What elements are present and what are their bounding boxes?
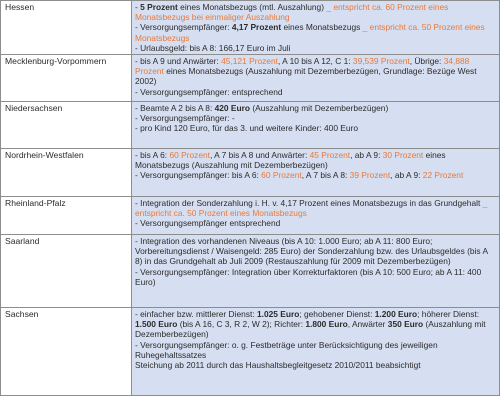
text-segment-highlight: _ entspricht ca. 50 Prozent eines Monatsbezugs bbox=[135, 198, 488, 219]
detail-line bbox=[135, 198, 496, 218]
state-name: Rheinland-Pfalz bbox=[5, 198, 66, 209]
text-segment-plain: , Übrige: bbox=[409, 56, 444, 67]
detail-line bbox=[135, 2, 496, 22]
detail-line bbox=[135, 267, 496, 287]
text-segment-bold: 420 Euro bbox=[214, 103, 250, 114]
detail-line bbox=[135, 309, 496, 340]
detail-line bbox=[135, 103, 496, 113]
text-segment-plain: eines Monatsbezugs (Auszahlung mit Dezemberbezügen) bbox=[135, 150, 446, 171]
text-segment-plain: , A 10 bis A 12, C 1: bbox=[277, 56, 353, 67]
table-row bbox=[1, 149, 500, 197]
text-segment-bold: 1.800 Euro bbox=[305, 319, 348, 330]
text-segment-plain: , Anwärter bbox=[347, 319, 388, 330]
state-name: Sachsen bbox=[5, 309, 39, 320]
text-segment-bold: 1.025 Euro bbox=[256, 309, 300, 320]
table-row bbox=[1, 55, 500, 102]
detail-line bbox=[135, 340, 496, 360]
text-segment-highlight: 30 Prozent bbox=[382, 150, 424, 161]
state-name-cell bbox=[1, 102, 132, 149]
text-segment-plain: - Versorgungsempfänger: - bbox=[135, 113, 235, 124]
state-name-cell bbox=[1, 1, 132, 55]
table-row bbox=[1, 1, 500, 55]
table-body bbox=[1, 1, 500, 396]
text-segment-plain: (Auszahlung mit Dezemberbezügen) bbox=[135, 319, 486, 340]
text-segment-bold: 1.200 Euro bbox=[374, 309, 418, 320]
detail-line bbox=[135, 22, 496, 42]
text-segment-plain: - bis A 9 und Anwärter: bbox=[135, 56, 222, 67]
text-segment-plain: eines Monatsbezugs bbox=[281, 22, 363, 33]
detail-cell bbox=[132, 149, 500, 197]
text-segment-plain: - Integration der Sonderzahlung i. H. v. 4,17 Prozent eines Monatsbezugs in das Grundgehalt bbox=[135, 198, 483, 209]
state-name: Saarland bbox=[5, 236, 40, 247]
detail-cell bbox=[132, 1, 500, 55]
text-segment-bold: 5 Prozent bbox=[140, 2, 178, 12]
state-name-cell bbox=[1, 149, 132, 197]
detail-cell bbox=[132, 55, 500, 102]
text-segment-highlight: 34,888 Prozent bbox=[135, 56, 470, 77]
detail-line bbox=[135, 87, 496, 97]
table-row bbox=[1, 197, 500, 235]
text-segment-plain: - Versorgungsempfänger entsprechend bbox=[135, 218, 281, 229]
text-segment-highlight: 22 Prozent bbox=[422, 170, 464, 181]
detail-cell bbox=[132, 197, 500, 235]
state-name: Mecklenburg-Vorpommern bbox=[5, 56, 107, 67]
text-segment-highlight: _ entspricht ca. 60 Prozent eines Monatsbezugs bei einmaliger Auszahlung bbox=[135, 2, 449, 23]
text-segment-plain: eines Monatsbezugs (mtl. Auszahlung) bbox=[177, 2, 327, 12]
text-segment-plain: - Beamte A 2 bis A 8: bbox=[135, 103, 215, 114]
state-name-cell bbox=[1, 235, 132, 308]
detail-line bbox=[135, 43, 496, 53]
text-segment-plain: - Versorgungsempfänger: o. g. Festbeträge unter Berücksichtigung des jeweiligen Ruhegehaltssatzes bbox=[135, 339, 438, 360]
detail-line bbox=[135, 170, 496, 180]
state-name-cell bbox=[1, 308, 132, 396]
table-row bbox=[1, 235, 500, 308]
text-segment-plain: Steichung ab 2011 durch das Haushaltsbegleitgesetz 2010/2011 beabsichtigt bbox=[135, 360, 421, 371]
text-segment-plain: , ab A 9: bbox=[390, 170, 423, 181]
text-segment-highlight: 45 Prozent bbox=[309, 150, 351, 161]
text-segment-bold: 350 Euro bbox=[387, 319, 424, 330]
text-segment-bold: 4,17 Prozent bbox=[231, 22, 282, 33]
text-segment-plain: , A 7 bis A 8: bbox=[301, 170, 350, 181]
state-name: Hessen bbox=[5, 2, 35, 12]
detail-line bbox=[135, 360, 496, 370]
text-segment-plain: - Versorgungsempfänger: bbox=[135, 22, 232, 33]
text-segment-plain: - Integration des vorhandenen Niveaus (bis A 10: 1.000 Euro; ab A 11: 800 Euro; Vorbereitungsdienst / Waisengeld: 285 Euro) der Sonderzahlung bzw. des Urlaubsgeldes (bis A 8) in das Grundgehalt ab Juli 2009 (Restauszahlung für 2009 mit Dezemberbezügen) bbox=[135, 236, 488, 267]
text-segment-plain: - bis A 6: bbox=[135, 150, 170, 161]
text-segment-plain: - Versorgungsempfänger: Integration über Korrekturfaktoren (bis A 10: 500 Euro; ab A 11: 400 Euro) bbox=[135, 266, 482, 287]
text-segment-plain: eines Monatsbezugs (Auszahlung mit Dezemberbezügen, Grundlage: Bezüge West 2002) bbox=[135, 66, 477, 87]
text-segment-highlight: 60 Prozent bbox=[169, 150, 210, 161]
table-row bbox=[1, 102, 500, 149]
detail-cell bbox=[132, 235, 500, 308]
detail-line bbox=[135, 218, 496, 228]
text-segment-plain: (Auszahlung mit Dezemberbezügen) bbox=[250, 103, 389, 114]
text-segment-highlight: _ entspricht ca. 50 Prozent eines Monatsbezugs bbox=[135, 22, 485, 43]
text-segment-plain: ; gehobener Dienst: bbox=[299, 309, 375, 320]
text-segment-plain: - einfacher bzw. mittlerer Dienst: bbox=[135, 309, 257, 320]
text-segment-plain: ; höherer Dienst: bbox=[417, 309, 480, 320]
text-segment-highlight: 60 Prozent bbox=[261, 170, 302, 181]
text-segment-plain: - Urlaubsgeld: bis A 8: 166,17 Euro im Juli bbox=[135, 42, 291, 53]
text-segment-highlight: 39 Prozent bbox=[349, 170, 391, 181]
detail-line bbox=[135, 123, 496, 133]
detail-line bbox=[135, 113, 496, 123]
text-segment-plain: , ab A 9: bbox=[350, 150, 383, 161]
detail-line bbox=[135, 56, 496, 87]
text-segment-plain: - bbox=[135, 2, 141, 12]
state-name: Nordrhein-Westfalen bbox=[5, 150, 84, 161]
text-segment-plain: - Versorgungsempfänger: bis A 6: bbox=[135, 170, 262, 181]
table-row bbox=[1, 308, 500, 396]
text-segment-plain: , A 7 bis A 8 und Anwärter: bbox=[209, 150, 310, 161]
text-segment-highlight: 39,539 Prozent bbox=[352, 56, 410, 67]
detail-cell bbox=[132, 308, 500, 396]
text-segment-highlight: 45,121 Prozent bbox=[221, 56, 278, 67]
detail-cell bbox=[132, 102, 500, 149]
text-segment-bold: 1.500 Euro bbox=[135, 319, 178, 330]
detail-line bbox=[135, 236, 496, 267]
text-segment-plain: (bis A 16, C 3, R 2, W 2); Richter: bbox=[177, 319, 306, 330]
state-name-cell bbox=[1, 55, 132, 102]
text-segment-plain: - Versorgungsempfänger: entsprechend bbox=[135, 86, 283, 97]
state-name: Niedersachsen bbox=[5, 103, 63, 114]
state-name-cell bbox=[1, 197, 132, 235]
detail-line bbox=[135, 150, 496, 170]
text-segment-plain: - pro Kind 120 Euro, für das 3. und weitere Kinder: 400 Euro bbox=[135, 123, 359, 134]
